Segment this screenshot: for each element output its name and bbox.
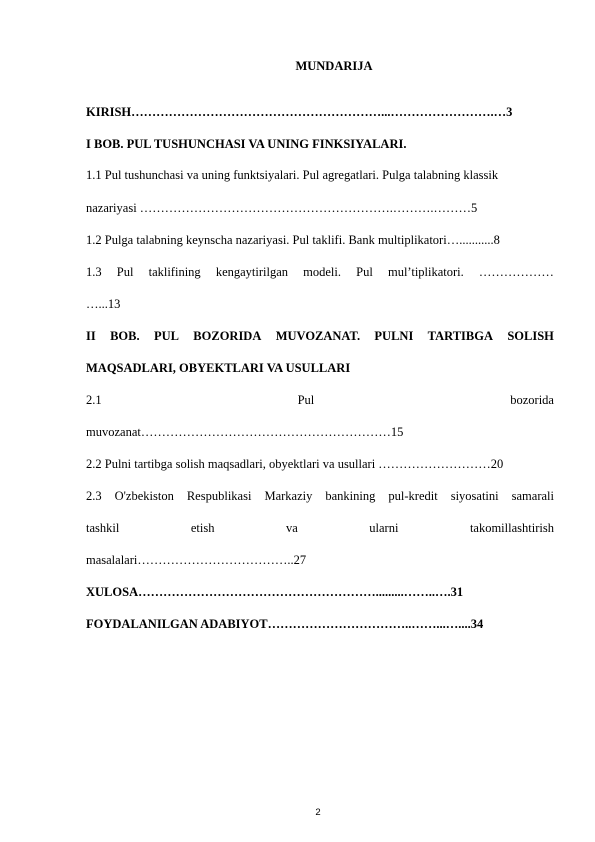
toc-word: ularni bbox=[369, 521, 399, 535]
toc-chapter-2-line-2: MAQSADLARI, OBYEKTLARI VA USULLARI bbox=[86, 361, 351, 375]
toc-entry-1-3-line-2: …...13 bbox=[86, 297, 121, 311]
toc-word: BOB. bbox=[110, 329, 140, 343]
toc-word: Pul bbox=[297, 393, 315, 407]
toc-word: 2.1 bbox=[86, 393, 102, 407]
toc-word: 1.3 bbox=[86, 265, 102, 279]
toc-entry-2-1-line-2: muvozanat……………………………………………………15 bbox=[86, 425, 404, 439]
toc-entry-1-1-line-2: nazariyasi …………………………………………………….……….………5 bbox=[86, 201, 478, 215]
toc-word: samarali bbox=[511, 489, 554, 503]
toc-word: SOLISH bbox=[507, 329, 554, 343]
toc-entry-2-3-line-1 bbox=[86, 489, 554, 503]
toc-word: etish bbox=[190, 521, 215, 535]
toc-word: pul-kredit bbox=[388, 489, 438, 503]
toc-word: bankining bbox=[325, 489, 376, 503]
toc-entry-1-3-line-1 bbox=[86, 265, 554, 279]
toc-word: PULNI bbox=[374, 329, 414, 343]
toc-entry-2-3-line-3: masalalari………………………………..27 bbox=[86, 553, 307, 567]
toc-entry-adabiyot: FOYDALANILGAN ADABIYOT……………………………..……...…....34 bbox=[86, 617, 484, 631]
toc-word: va bbox=[285, 521, 298, 535]
toc-word: Respublikasi bbox=[186, 489, 252, 503]
page-number: 2 bbox=[315, 807, 321, 818]
toc-word: II bbox=[86, 329, 96, 343]
toc-word: bozorida bbox=[510, 393, 554, 407]
toc-word: O'zbekiston bbox=[114, 489, 174, 503]
toc-entry-2-3-line-2 bbox=[86, 521, 554, 535]
toc-word: PUL bbox=[153, 329, 179, 343]
toc-chapter-2-line-1 bbox=[86, 329, 554, 343]
toc-word: ……………… bbox=[478, 265, 554, 279]
toc-entry-kirish: KIRISH……………………………………………………...…………………….…3 bbox=[86, 105, 513, 119]
toc-word: BOZORIDA bbox=[193, 329, 262, 343]
toc-entry-2-2: 2.2 Pulni tartibga solish maqsadlari, obyektlari va usullari ………………………20 bbox=[86, 457, 504, 471]
toc-chapter-1-title: I BOB. PUL TUSHUNCHASI VA UNING FINKSIYALARI. bbox=[86, 137, 407, 151]
toc-word: mul’tiplikatori. bbox=[387, 265, 464, 279]
toc-word: siyosatini bbox=[450, 489, 499, 503]
toc-word: MUVOZANAT. bbox=[275, 329, 361, 343]
toc-word: Pul bbox=[116, 265, 134, 279]
toc-entry-xulosa: XULOSA………………………………………………….........……..….31 bbox=[86, 585, 464, 599]
toc-word: kengaytirilgan bbox=[215, 265, 289, 279]
toc-word: Markaziy bbox=[264, 489, 313, 503]
toc-entry-1-1-line-1: 1.1 Pul tushunchasi va uning funktsiyalari. Pul agregatlari. Pulga talabning klassik bbox=[86, 168, 499, 182]
toc-entry-1-2: 1.2 Pulga talabning keynscha nazariyasi. Pul taklifi. Bank multiplikatori…...........8 bbox=[86, 233, 500, 247]
toc-word: 2.3 bbox=[86, 489, 102, 503]
toc-word: takomillashtirish bbox=[469, 521, 554, 535]
toc-word: taklifining bbox=[148, 265, 201, 279]
toc-word: tashkil bbox=[86, 521, 120, 535]
page-title: MUNDARIJA bbox=[295, 59, 373, 73]
toc-entry-2-1-line-1 bbox=[86, 393, 554, 407]
toc-word: Pul bbox=[356, 265, 373, 279]
toc-word: TARTIBGA bbox=[427, 329, 493, 343]
toc-word: modeli. bbox=[303, 265, 341, 279]
